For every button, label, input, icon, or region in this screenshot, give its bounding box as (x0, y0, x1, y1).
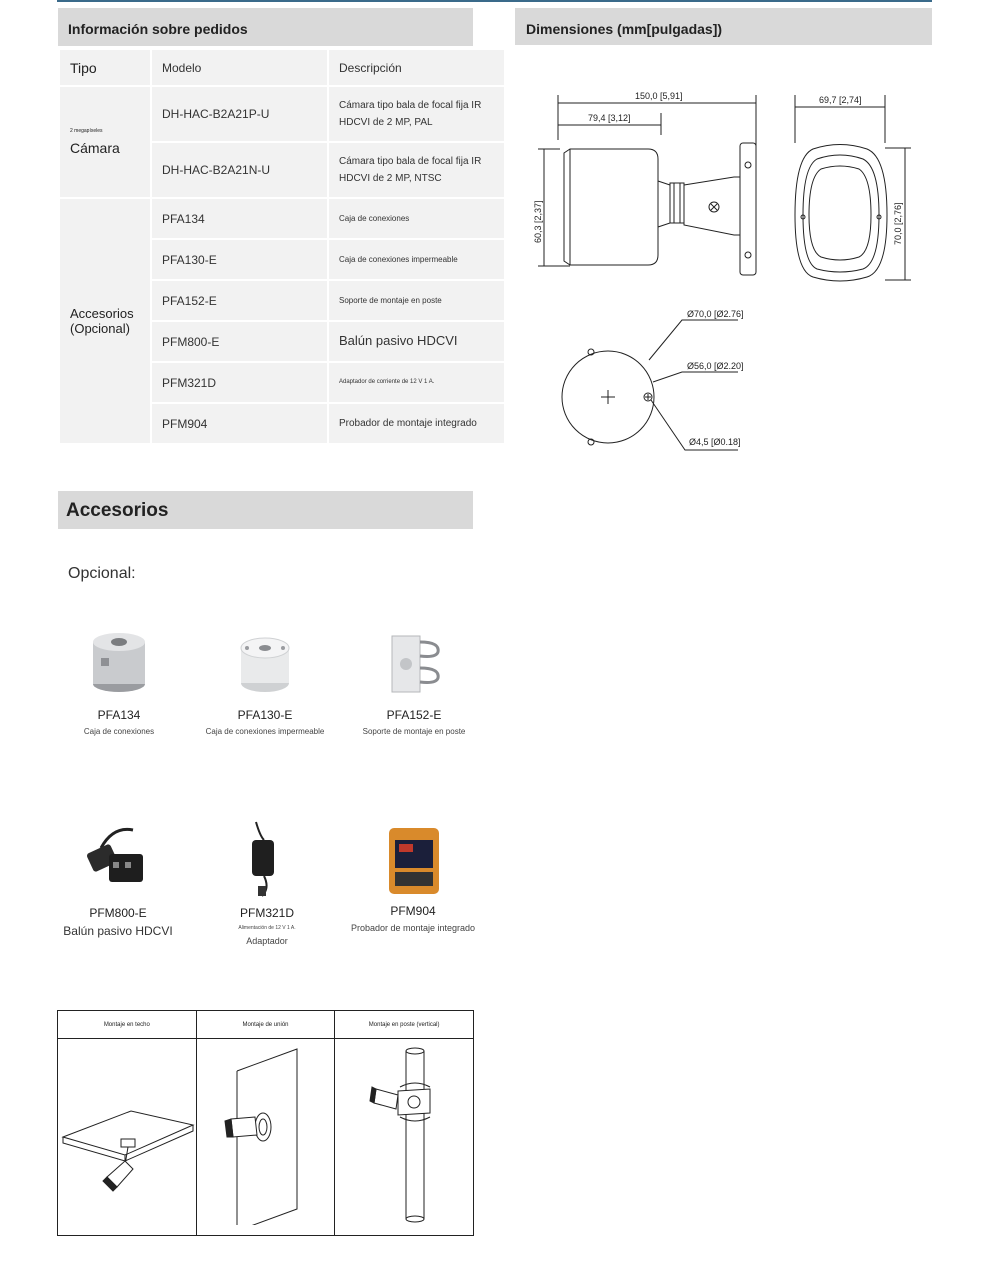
col-header-type: Tipo (59, 49, 151, 86)
waterproof-junction-box-image (233, 628, 297, 698)
accessory-name: PFA130-E (237, 708, 293, 722)
description-cell: Adaptador de corriente de 12 V 1 A. (328, 362, 505, 403)
accessory-name: PFA134 (97, 708, 141, 722)
pole-mount-bracket-image (382, 628, 446, 698)
accessory-name: PFA152-E (386, 708, 442, 722)
table-row (59, 86, 505, 142)
accessories-title: Accesorios (58, 491, 473, 529)
accessory-desc-2: Adaptador (246, 936, 288, 946)
model-cell: PFA134 (151, 198, 328, 239)
model-cell: PFA152-E (151, 280, 328, 321)
accessory-item-pfm904 (338, 822, 488, 933)
pole-mount-illustration (336, 1045, 472, 1225)
accessory-item-pfa130e (190, 628, 340, 736)
accessory-desc: Alimentación de 12 V 1 A. (238, 925, 296, 931)
dim-width: 69,7 [2,74] (819, 95, 862, 105)
description-cell: Balún pasivo HDCVI (328, 321, 505, 362)
description-cell: Caja de conexiones impermeable (328, 239, 505, 280)
accessory-item-pfm321d (192, 818, 342, 946)
description-cell: Probador de montaje integrado (328, 403, 505, 444)
accessory-name: PFM321D (239, 906, 295, 920)
mount-header-pole: Montaje en poste (vertical) (335, 1011, 474, 1039)
installation-tester-image (381, 822, 445, 898)
top-accent-line (57, 0, 932, 2)
model-cell: PFM904 (151, 403, 328, 444)
power-adapter-image (242, 818, 292, 900)
accessory-desc: Caja de conexiones impermeable (205, 727, 325, 736)
resolution-note: 2 megapíxeles (70, 128, 103, 134)
description-cell: Cámara tipo bala de focal fija IR HDCVI de 2 MP, PAL (328, 86, 505, 142)
dim-hole: Ø4,5 [Ø0.18] (689, 437, 741, 447)
description-cell: Soporte de montaje en poste (328, 280, 505, 321)
model-cell: DH-HAC-B2A21P-U (151, 86, 328, 142)
mount-header-ceiling: Montaje en techo (58, 1011, 197, 1039)
accessory-name: PFM800-E (89, 906, 147, 920)
video-balun-image (83, 818, 153, 890)
col-header-description: Descripción (328, 49, 505, 86)
accessory-desc: Balún pasivo HDCVI (63, 924, 173, 938)
order-info-title: Información sobre pedidos (58, 8, 473, 46)
dim-partial-length: 79,4 [3,12] (588, 113, 631, 123)
accessory-name: PFM904 (390, 904, 436, 918)
model-cell: DH-HAC-B2A21N-U (151, 142, 328, 198)
accessories-type-cell: Accesorios (Opcional) (59, 198, 151, 444)
accessory-item-pfa152e (339, 628, 489, 736)
dim-hole-circle: Ø56,0 [Ø2.20] (687, 361, 744, 371)
description-cell: Caja de conexiones (328, 198, 505, 239)
model-cell: PFA130-E (151, 239, 328, 280)
camera-front-view-drawing (785, 85, 915, 285)
mount-ceiling-drawing-cell (58, 1039, 197, 1236)
dim-height: 60,3 [2,37] (533, 200, 543, 243)
mount-pole-drawing-cell (335, 1039, 474, 1236)
accessory-desc: Probador de montaje integrado (350, 923, 476, 933)
accessory-desc: Soporte de montaje en poste (362, 727, 466, 736)
optional-label: Opcional: (68, 565, 136, 582)
dim-front-height: 70,0 [2,76] (893, 202, 903, 245)
camera-type-label: Cámara (70, 140, 120, 156)
table-row (59, 198, 505, 239)
camera-type-cell (59, 86, 151, 198)
description-cell: Cámara tipo bala de focal fija IR HDCVI de 2 MP, NTSC (328, 142, 505, 198)
mounting-base-drawing (555, 300, 755, 470)
mount-header-junction: Montaje de unión (196, 1011, 335, 1039)
accessory-item-pfm800e (43, 818, 193, 938)
col-header-model: Modelo (151, 49, 328, 86)
order-header-row (59, 49, 505, 86)
model-cell: PFM800-E (151, 321, 328, 362)
ceiling-mount-illustration (59, 1045, 195, 1225)
junction-mount-illustration (197, 1045, 333, 1225)
junction-box-image (87, 628, 151, 698)
accessory-desc: Caja de conexiones (83, 727, 155, 736)
dim-outer-diameter: Ø70,0 [Ø2.76] (687, 309, 744, 319)
dim-total-length: 150,0 [5,91] (635, 91, 683, 101)
accessory-item-pfa134 (44, 628, 194, 736)
mounting-options-table (57, 1010, 474, 1236)
model-cell: PFM321D (151, 362, 328, 403)
dimensions-title: Dimensiones (mm[pulgadas]) (515, 8, 932, 45)
order-info-table (58, 48, 506, 445)
mount-junction-drawing-cell (196, 1039, 335, 1236)
camera-side-view-drawing (530, 85, 780, 285)
